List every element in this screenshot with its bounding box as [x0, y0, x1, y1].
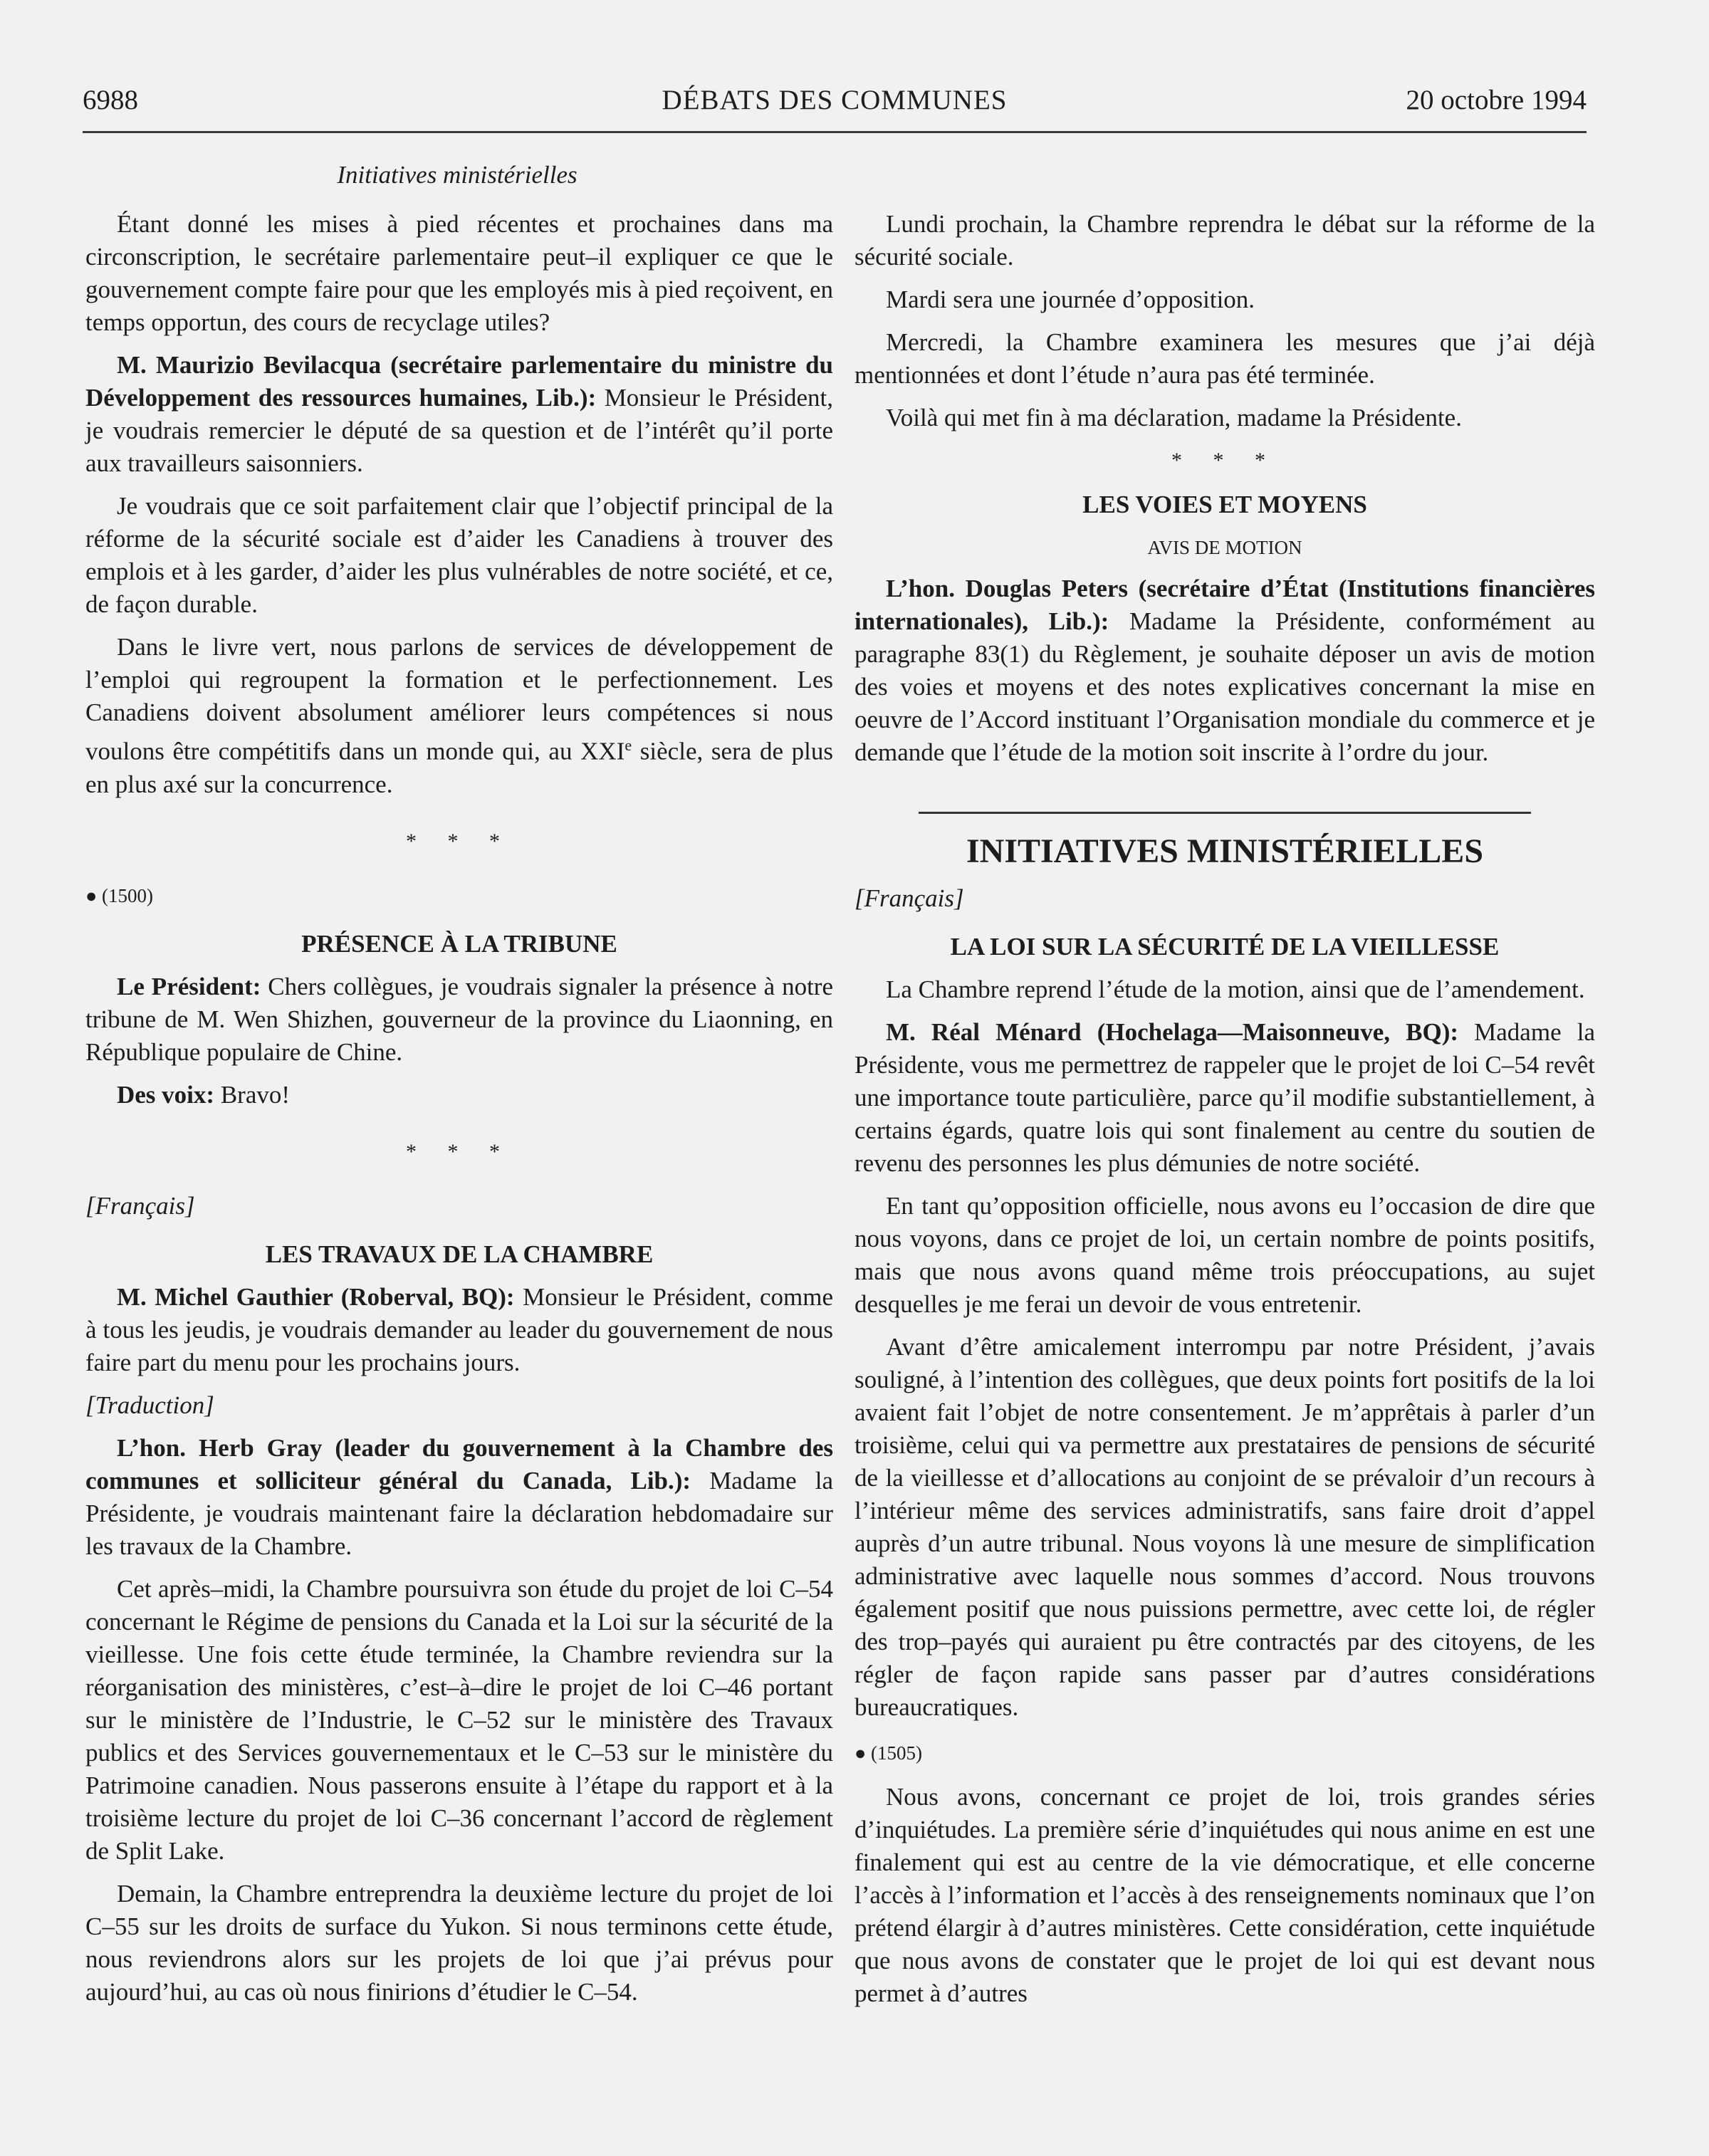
paragraph [85, 1281, 833, 1379]
speech-text: Madame la Présidente, conformément au paragraphe 83(1) du Règlement, je souhaite déposer un avis de motion des voies et moyens et des notes explicatives concernant la mise en oeuvre de l’Accord instituant l’Organisation mondiale du commerce et je demande que l’étude de la motion soit inscrite à l’ordre du jour. [854, 607, 1596, 766]
paragraph: Mercredi, la Chambre examinera les mesures que j’ai déjà mentionnées et dont l’étude n’aura pas été terminée. [854, 328, 1595, 389]
paragraph [85, 349, 833, 480]
time-marker: ● (1500) [85, 884, 154, 906]
paragraph [85, 631, 833, 801]
publication-title: DÉBATS DES COMMUNES [662, 85, 1008, 115]
section-heading: LES VOIES ET MOYENS [1082, 491, 1367, 518]
section-subheading: AVIS DE MOTION [1147, 537, 1302, 558]
section-heading: LES TRAVAUX DE LA CHAMBRE [265, 1240, 654, 1268]
section-heading: LA LOI SUR LA SÉCURITÉ DE LA VIEILLESSE [950, 933, 1500, 961]
paragraph: Nous avons, concernant ce projet de loi, trois grandes séries d’inquiétudes. La première série d’inquiétudes qui nous anime en est une finalement qui est au centre de la vie démocratique, et elle concerne l’accès à l’information et l’accès à des renseignements nominaux que l’on prétend élargir à d’autres ministères. Cette considération, cette inquiétude que nous avons de constater que le projet de loi qui est devant nous permet à d’autres [854, 1783, 1595, 2007]
section-separator-stars: * * * [1171, 449, 1278, 472]
speaker-name: Le Président: [117, 972, 261, 1000]
paragraph [85, 1432, 833, 1563]
paragraph: Cet après–midi, la Chambre poursuivra son étude du projet de loi C–54 concernant le Régime de pensions du Canada et la Loi sur la sécurité de la vieillesse. Une fois cette étude terminée, la Chambre reviendra sur la réorganisation des ministères, c’est–à–dire le projet de loi C–46 portant sur le ministère de l’Industrie, le C–52 sur le ministère des Travaux publics et des Services gouvernementaux et le C–53 sur le ministère du Patrimoine canadien. Nous passerons ensuite à l’étape du rapport et à la troisième lecture du projet de loi C–36 concernant l’accord de règlement de Split Lake. [85, 1574, 833, 1865]
paragraph [85, 1079, 833, 1111]
speech-text: Dans le livre vert, nous parlons de services de développement de l’emploi qui regroupent la formation et le perfectionnement. Les Canadiens doivent absolument améliorer leurs compétences si nous voulons être compétitifs dans un monde qui, au XXI [85, 633, 833, 765]
speaker-name: M. Michel Gauthier (Roberval, BQ): [117, 1282, 515, 1311]
language-marker: [Français] [85, 1191, 195, 1220]
speech-text: Chers collègues, je voudrais signaler la présence à notre tribune de M. Wen Shizhen, gouverneur de la province du Liaonning, en République populaire de Chine. [85, 972, 833, 1066]
language-marker: [Français] [854, 884, 964, 912]
paragraph: Étant donné les mises à pied récentes et prochaines dans ma circonscription, le secrétaire parlementaire peut–il expliquer ce que le gouvernement compte faire pour que les employés mis à pied reçoivent, en temps opportun, des cours de recyclage utiles? [85, 210, 833, 336]
section-rule [919, 812, 1531, 814]
paragraph: La Chambre reprend l’étude de la motion, ainsi que de l’amendement. [886, 975, 1585, 1003]
superscript: e [624, 736, 632, 754]
main-section-title: INITIATIVES MINISTÉRIELLES [966, 832, 1484, 870]
speech-text: Madame la Présidente, vous me permettrez de rappeler que le projet de loi C–54 revêt une importance toute particulière, parce qu’il modifie substantiellement, à certains égards, quatre lois qui sont finalement au centre du soutien de revenu des personnes les plus démunies de notre société. [854, 1018, 1595, 1177]
language-marker: [Traduction] [85, 1391, 214, 1419]
header-rule [83, 131, 1587, 133]
paragraph: Voilà qui met fin à ma déclaration, madame la Présidente. [886, 404, 1462, 431]
paragraph [854, 572, 1595, 769]
section-separator-stars: * * * [406, 829, 513, 853]
speaker-name: L’hon. Douglas Peters (secrétaire d’État (Institutions financières internationales), Lib.): [854, 575, 1595, 635]
page-number: 6988 [83, 85, 138, 115]
speaker-name: L’hon. Herb Gray (leader du gouvernement à la Chambre des communes et solliciteur général du Canada, Lib.): [85, 1433, 833, 1495]
speech-text: siècle, sera de plus en plus axé sur la concurrence. [85, 737, 834, 798]
speech-text: Monsieur le Président, comme à tous les jeudis, je voudrais demander au leader du gouvernement de nous faire part du menu pour les prochains jours. [85, 1282, 833, 1376]
time-marker: ● (1505) [854, 1742, 923, 1764]
speech-text: Monsieur le Président, je voudrais remercier le député de sa question et de l’intérêt qu’il porte aux travailleurs saisonniers. [85, 384, 833, 477]
paragraph [85, 970, 833, 1069]
paragraph: Je voudrais que ce soit parfaitement clair que l’objectif principal de la réforme de la sécurité sociale est d’aider les Canadiens à trouver des emplois et à les garder, d’aider les plus vulnérables de notre société, et ce, de façon durable. [85, 492, 833, 618]
page-header [83, 84, 1587, 127]
speech-text: Madame la Présidente, je voudrais maintenant faire la déclaration hebdomadaire sur les travaux de la Chambre. [85, 1466, 833, 1560]
paragraph: Avant d’être amicalement interrompu par notre Président, j’avais souligné, à l’intention des collègues, que deux points fort positifs de la loi avaient fait l’objet de notre consentement. Je m’apprêtais à parler d’un troisième, celui qui va permettre aux prestataires de pensions de sécurité de la vieillesse et d’allocations au conjoint de se prévaloir d’un recours à l’intérieur même des services administratifs, sans faire droit d’appel auprès d’un autre tribunal. Nous voyons là une mesure de simplification administrative avec laquelle nous sommes d’accord. Nous trouvons également positif que nous puissions permettre, avec cette loi, de régler des trop–payés qui auraient pu être contractés par des citoyens, de les régler de façon rapide sans passer par d’autres considérations bureaucratiques. [854, 1333, 1595, 1721]
speaker-name: M. Réal Ménard (Hochelaga—Maisonneuve, BQ): [886, 1018, 1459, 1046]
running-head: Initiatives ministérielles [337, 161, 577, 189]
paragraph: Mardi sera une journée d’opposition. [886, 286, 1255, 313]
section-heading: PRÉSENCE À LA TRIBUNE [301, 929, 617, 958]
publication-date: 20 octobre 1994 [1406, 85, 1587, 115]
right-column [854, 208, 1595, 2020]
speaker-name: M. Maurizio Bevilacqua (secrétaire parlementaire du ministre du Développement des ressources humaines, Lib.): [85, 351, 833, 412]
left-column [85, 208, 833, 2019]
paragraph: Lundi prochain, la Chambre reprendra le débat sur la réforme de la sécurité sociale. [854, 210, 1595, 271]
section-separator-stars: * * * [406, 1139, 513, 1163]
speaker-name: Des voix: [117, 1080, 215, 1109]
speech-text: Bravo! [214, 1080, 291, 1109]
paragraph [854, 1016, 1595, 1180]
paragraph: En tant qu’opposition officielle, nous avons eu l’occasion de dire que nous voyons, dans ce projet de loi, un certain nombre de points positifs, mais que nous avons quand même trois préoccupations, au sujet desquelles je me ferai un devoir de vous entretenir. [854, 1192, 1595, 1318]
paragraph: Demain, la Chambre entreprendra la deuxième lecture du projet de loi C–55 sur les droits de surface du Yukon. Si nous terminons cette étude, nous reviendrons alors sur les projets de loi que j’ai prévus pour aujourd’hui, au cas où nous finirions d’étudier le C–54. [85, 1879, 833, 2006]
